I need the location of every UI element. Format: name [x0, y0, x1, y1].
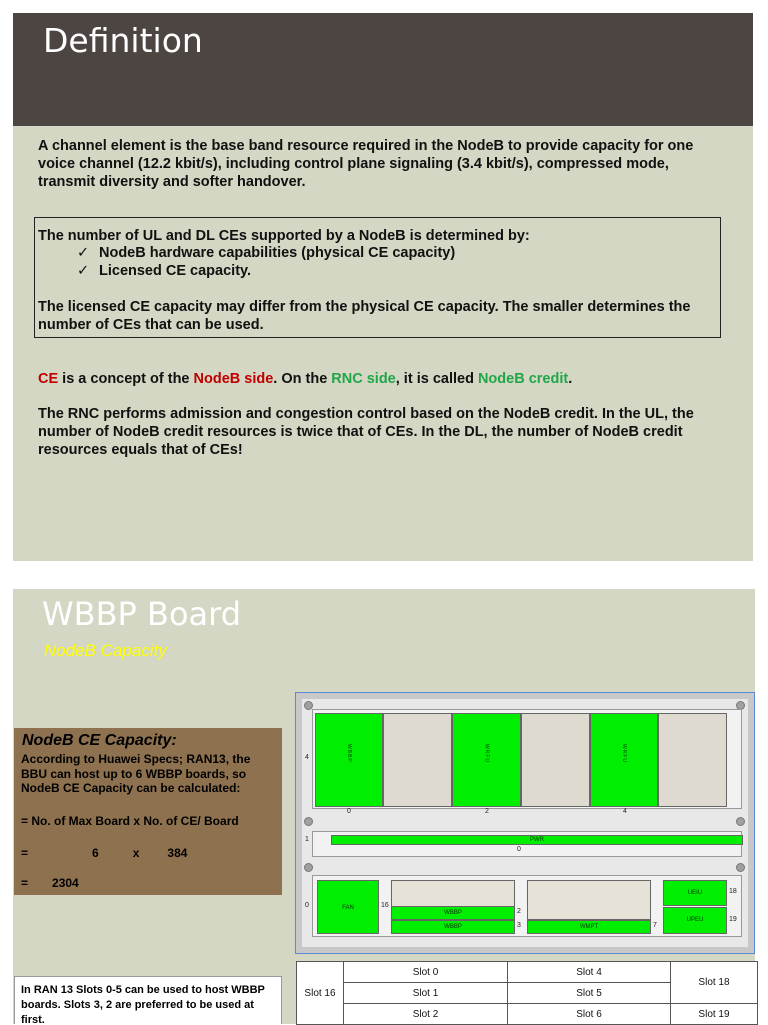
top-rack	[305, 709, 742, 815]
slot-note-box	[14, 976, 282, 1024]
slot-number: 0	[517, 846, 521, 853]
ce-per-board-value: 384	[167, 846, 188, 860]
slot-wrfu	[452, 713, 521, 807]
rack-number: 1	[305, 836, 309, 843]
table-cell: Slot 5	[508, 983, 671, 1004]
max-boards-value: 6	[92, 846, 99, 860]
slot-wbbp	[315, 713, 383, 807]
slide-title: WBBP Board	[42, 595, 242, 633]
slot-number: 2	[485, 808, 489, 815]
table-cell: Slot 19	[671, 1004, 758, 1025]
slot-label: WRFU	[483, 744, 490, 763]
power-bar: PWR	[331, 835, 743, 845]
ce-concept-paragraph	[38, 370, 728, 388]
screw-icon	[736, 817, 745, 826]
slot-number: 16	[381, 902, 389, 909]
nodeb-credit-term: NodeB credit	[477, 371, 569, 387]
times-sign: x	[132, 846, 140, 860]
slot-note-text: In RAN 13 Slots 0-5 can be used to host WBBP boards. Slots 3, 2 are preferred to be used at first.	[21, 984, 265, 1024]
capacity-formula: = No. of Max Board x No. of CE/ Board	[21, 814, 239, 828]
table-cell: Slot 16	[297, 962, 344, 1025]
capacity-text: According to Huawei Specs; RAN13, the BBU can host up to 6 WBBP boards, so NodeB CE Capacity can be calculated:	[21, 752, 251, 795]
screw-icon	[304, 817, 313, 826]
ce-definition-paragraph: A channel element is the base band resource required in the NodeB to provide capacity for one voice channel (12.2 kbit/s), including control plane signaling (3.4 kbit/s), compressed mode, transmit diversity and softer handover.	[38, 138, 694, 190]
slot-number: 18	[729, 888, 737, 895]
slot-number: 0	[347, 808, 351, 815]
slot-number: 7	[653, 922, 657, 929]
capacity-result	[21, 876, 79, 890]
result-value: 2304	[52, 876, 79, 890]
slot-number: 2	[517, 908, 521, 915]
table-cell: Slot 1	[344, 983, 508, 1004]
capacity-box	[14, 728, 282, 895]
rack-number: 4	[305, 754, 309, 761]
slot-number: 3	[517, 922, 521, 929]
slot-empty	[527, 880, 651, 920]
capacity-title: NodeB CE Capacity:	[22, 732, 177, 749]
slot-empty	[383, 713, 452, 807]
equals-sign: =	[21, 876, 29, 890]
board-panel	[302, 699, 748, 947]
slide-definition	[13, 13, 753, 561]
slide-subtitle: NodeB Capacity	[44, 641, 167, 660]
slot-wbbp: WBBP	[391, 906, 515, 920]
bbu-board-diagram	[295, 692, 755, 954]
fan-module: FAN	[317, 880, 379, 934]
slot-empty	[521, 713, 590, 807]
slot-wbbp: WBBP	[391, 920, 515, 934]
table-cell: Slot 2	[344, 1004, 508, 1025]
list-item-text: NodeB hardware capabilities (physical CE capacity)	[99, 245, 456, 261]
slot-table	[296, 961, 758, 1025]
slot-empty	[658, 713, 727, 807]
list-item	[77, 262, 455, 280]
slide-wbbp-board	[13, 589, 755, 1024]
slot-number: 19	[729, 916, 737, 923]
slot-label: WBBP	[346, 744, 352, 763]
table-cell: Slot 0	[344, 962, 508, 983]
box-note: The licensed CE capacity may differ from the physical CE capacity. The smaller determines the number of CEs that can be used.	[38, 299, 691, 333]
slot-number: 4	[623, 808, 627, 815]
slot-wrfu	[590, 713, 658, 807]
slot-number: 0	[305, 902, 309, 909]
rnc-side-term: RNC side	[331, 371, 396, 387]
equals-sign: =	[21, 846, 29, 860]
text-run: , it is called	[395, 371, 478, 387]
table-cell: Slot 18	[671, 962, 758, 1004]
power-rack	[305, 831, 742, 857]
rnc-credit-paragraph: The RNC performs admission and congestion control based on the NodeB credit. In the UL, the number of NodeB credit resources is twice that of CEs. In the DL, the number of NodeB credit resources equals that of CEs!	[38, 406, 694, 458]
checkmark-icon: ✓	[77, 245, 90, 261]
table-cell: Slot 6	[508, 1004, 671, 1025]
check-list	[77, 244, 455, 280]
capacity-equation	[21, 846, 187, 860]
list-item	[77, 244, 455, 262]
nodeb-side-term: NodeB side	[193, 371, 274, 387]
slide-header	[13, 13, 753, 126]
slot-wmpt: WMPT	[527, 920, 651, 934]
slot-label: WRFU	[621, 744, 627, 763]
screw-icon	[736, 863, 745, 872]
ce-determination-box	[34, 217, 721, 338]
slide-title: Definition	[43, 21, 203, 60]
table-row	[297, 1004, 758, 1025]
list-item-text: Licensed CE capacity.	[99, 263, 252, 279]
ce-term: CE	[38, 371, 59, 387]
table-cell: Slot 4	[508, 962, 671, 983]
slot-ueiu: UEIU	[663, 880, 727, 906]
bottom-rack	[305, 875, 742, 937]
box-intro: The number of UL and DL CEs supported by a NodeB is determined by:	[38, 228, 530, 244]
screw-icon	[304, 863, 313, 872]
text-run: . On the	[273, 371, 332, 387]
text-run: .	[568, 371, 573, 387]
text-run: is a concept of the	[58, 371, 194, 387]
slot-empty	[391, 880, 515, 908]
table-row	[297, 962, 758, 983]
slot-upeu: UPEU	[663, 907, 727, 934]
checkmark-icon: ✓	[77, 263, 90, 279]
